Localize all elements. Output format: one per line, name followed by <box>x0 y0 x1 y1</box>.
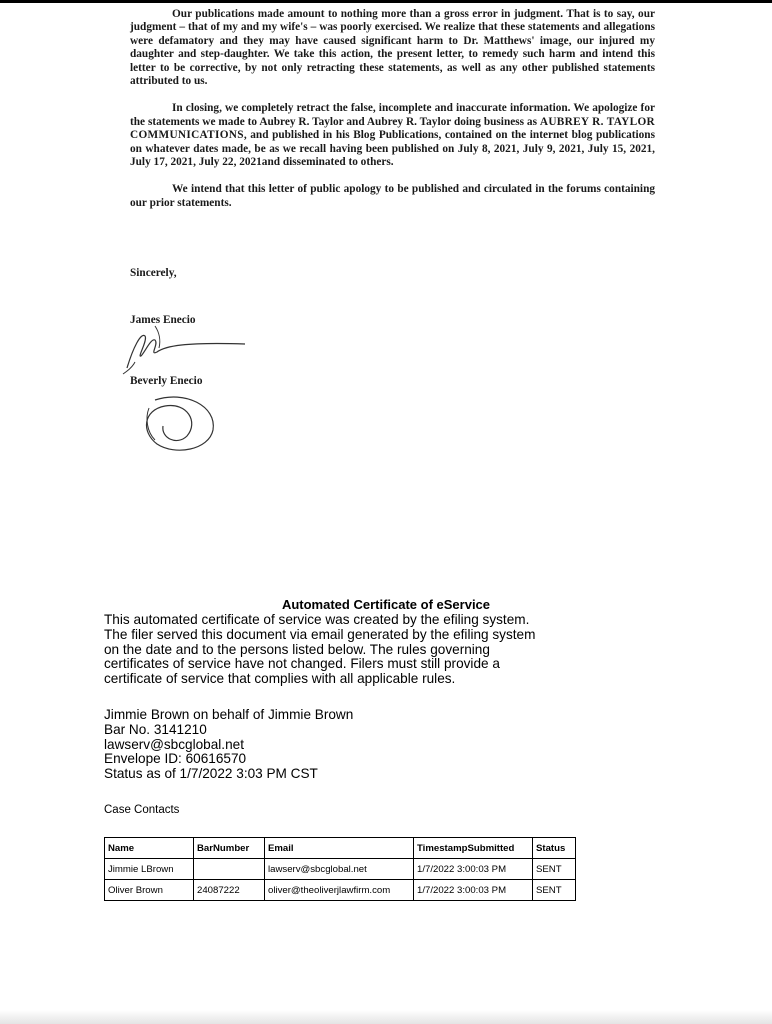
letter-body <box>130 8 655 224</box>
header-email: Email <box>265 838 414 859</box>
case-contacts-table <box>104 837 576 901</box>
cell-status: SENT <box>533 880 576 901</box>
signature-beverly <box>135 388 225 458</box>
cell-timestamp: 1/7/2022 3:00:03 PM <box>414 859 533 880</box>
certificate-title: Automated Certificate of eService <box>281 597 491 612</box>
certificate-line: certificates of service have not changed. Filers must still provide a <box>104 656 500 672</box>
signature-james <box>115 318 255 378</box>
filer-name: Jimmie Brown on behalf of Jimmie Brown <box>104 707 354 722</box>
certificate-line: The filer served this document via email generated by the efiling system <box>104 626 536 642</box>
letter-paragraph-2 <box>130 102 655 169</box>
header-timestamp: TimestampSubmitted <box>414 838 533 859</box>
eservice-certificate <box>104 597 664 687</box>
header-name: Name <box>105 838 194 859</box>
cell-barnumber <box>194 859 265 880</box>
letter-closing: Sincerely, <box>130 267 177 279</box>
paragraph-2-end: , and published in his Blog Publications, contained on the internet blog publications on whatever dates made, be as we recall having been published on July 8, 2021, July 9, 2021, July 15, 2021, July 17, 2021, July 22, 2021and disseminated to others. <box>130 129 655 169</box>
cell-status: SENT <box>533 859 576 880</box>
certificate-body <box>104 613 664 687</box>
cell-barnumber: 24087222 <box>194 880 265 901</box>
cell-name: Oliver Brown <box>105 880 194 901</box>
letter-paragraph-1: Our publications made amount to nothing more than a gross error in judgment. That is to say, our judgment – that of my and my wife's – was poorly exercised. We realize that these statements and allegations were defamatory and they may have caused significant harm to Dr. Matthews' image, our injured my daughter and step-daughter. We take this action, the present letter, to remedy such harm and intend this letter to be corrective, by not only retracting these statements, as well as any other published statements attributed to us. <box>130 8 655 88</box>
certificate-line: on the date and to the persons listed below. The rules governing <box>104 641 490 657</box>
cell-email: lawserv@sbcglobal.net <box>265 859 414 880</box>
signer-name-2: Beverly Enecio <box>130 375 203 387</box>
cell-name: Jimmie LBrown <box>105 859 194 880</box>
header-barnumber: BarNumber <box>194 838 265 859</box>
filer-email: lawserv@sbcglobal.net <box>104 736 244 752</box>
cell-timestamp: 1/7/2022 3:00:03 PM <box>414 880 533 901</box>
filer-bar-number: Bar No. 3141210 <box>104 721 207 737</box>
letter-paragraph-3: We intend that this letter of public apology to be published and circulated in the forums containing our prior statements. <box>130 183 655 209</box>
case-contacts-label: Case Contacts <box>104 804 180 816</box>
status-line: Status as of 1/7/2022 3:03 PM CST <box>104 766 318 782</box>
envelope-id: Envelope ID: 60616570 <box>104 751 247 767</box>
table-row <box>105 859 576 880</box>
signer-name-1: James Enecio <box>130 314 196 326</box>
page-bottom-edge <box>0 1010 772 1024</box>
table-row <box>105 880 576 901</box>
page-top-border <box>0 0 772 3</box>
paragraph-2-start: In closing, we completely retract the false, incomplete and inaccurate information. We apologize for the statements we made to Aubrey R. Taylor and Aubrey R. Taylor doing business as <box>130 102 655 128</box>
company-name: AUBREY R. TAYLOR COMMUNICATIONS <box>130 115 655 142</box>
header-status: Status <box>533 838 576 859</box>
certificate-line: This automated certificate of service was created by the efiling system. <box>104 612 530 627</box>
cell-email: oliver@theoliverjlawfirm.com <box>265 880 414 901</box>
filer-info <box>104 708 353 782</box>
certificate-line: certificate of service that complies with all applicable rules. <box>104 671 456 687</box>
table-header-row <box>105 838 576 859</box>
